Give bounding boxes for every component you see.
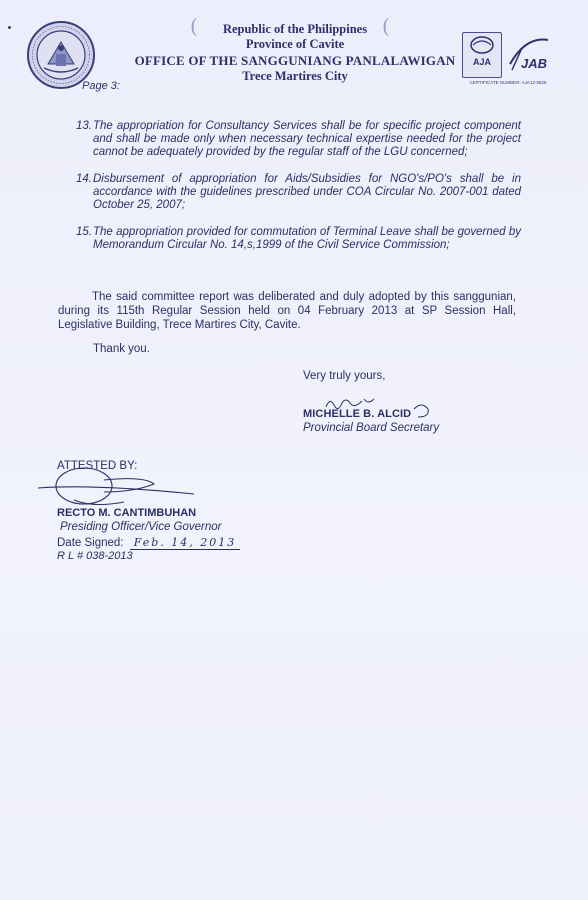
- item-number: 14.: [76, 173, 92, 185]
- item-text: The appropriation provided for commutation of Terminal Leave shall be governed by Memorandum Circular No. 14,s,1999 of the Civil Service Commission;: [93, 226, 521, 251]
- thank-you-line: Thank you.: [93, 343, 150, 355]
- aja-logo: [462, 32, 502, 78]
- attesting-officer-title: Presiding Officer/Vice Governor: [60, 521, 222, 533]
- decorative-mark-left: (: [190, 14, 198, 38]
- item-number: 13.: [76, 120, 92, 132]
- attesting-officer-name: RECTO M. CANTIMBUHAN: [57, 507, 197, 519]
- item-text: Disbursement of appropriation for Aids/Subsidies for NGO's/PO's shall be in accordance with the guidelines prescribed under COA Circular No. 2007-001 dated October 25, 2007;: [93, 173, 521, 211]
- certificate-number: CERTIFICATE NUMBER: AJA12-9826: [469, 80, 547, 85]
- paper-speck: [8, 26, 11, 29]
- jab-logo-text: JAB: [521, 56, 548, 71]
- jab-logo: [506, 34, 552, 74]
- date-signed-label: Date Signed:: [57, 537, 124, 549]
- letterhead-republic: Republic of the Philippines: [222, 22, 368, 36]
- condition-item-14: [76, 173, 521, 212]
- item-number: 15.: [76, 226, 92, 238]
- letterhead: [110, 22, 480, 84]
- date-signed-line: [57, 536, 240, 549]
- letterhead-province: Province of Cavite: [245, 37, 345, 51]
- condition-item-13: [76, 120, 521, 159]
- letterhead-city: Trece Martires City: [242, 69, 348, 83]
- reference-number: R L # 038-2013: [57, 550, 133, 562]
- adoption-paragraph: The said committee report was deliberated and duly adopted by this sanggunian, during its 115th Regular Session held on 04 February 2013 at SP Session Hall, Legislative Building, Trece Martires City, Cavite.: [58, 291, 516, 331]
- date-signed-value: Feb. 14, 2013: [130, 536, 241, 550]
- letterhead-office: OFFICE OF THE SANGGUNIANG PANLALAWIGAN: [134, 53, 456, 68]
- item-text: The appropriation for Consultancy Services shall be for specific project component and shall be made only when necessary technical expertise needed for the project cannot be adequately provided by the regular staff of the LGU concerned;: [93, 120, 521, 158]
- certification-logos: [458, 28, 558, 90]
- attested-by-label: ATTESTED BY:: [57, 460, 138, 472]
- decorative-mark-right: (: [382, 14, 390, 38]
- aja-emblem-icon: [463, 33, 501, 55]
- aja-logo-text: AJA: [472, 57, 491, 67]
- signer-title: Provincial Board Secretary: [303, 422, 440, 434]
- numbered-conditions-list: [76, 120, 521, 266]
- signer-name: MICHELLE B. ALCID: [303, 408, 412, 420]
- closing-line: Very truly yours,: [303, 370, 386, 382]
- page-number-label: Page 3:: [82, 80, 120, 92]
- condition-item-15: [76, 226, 521, 252]
